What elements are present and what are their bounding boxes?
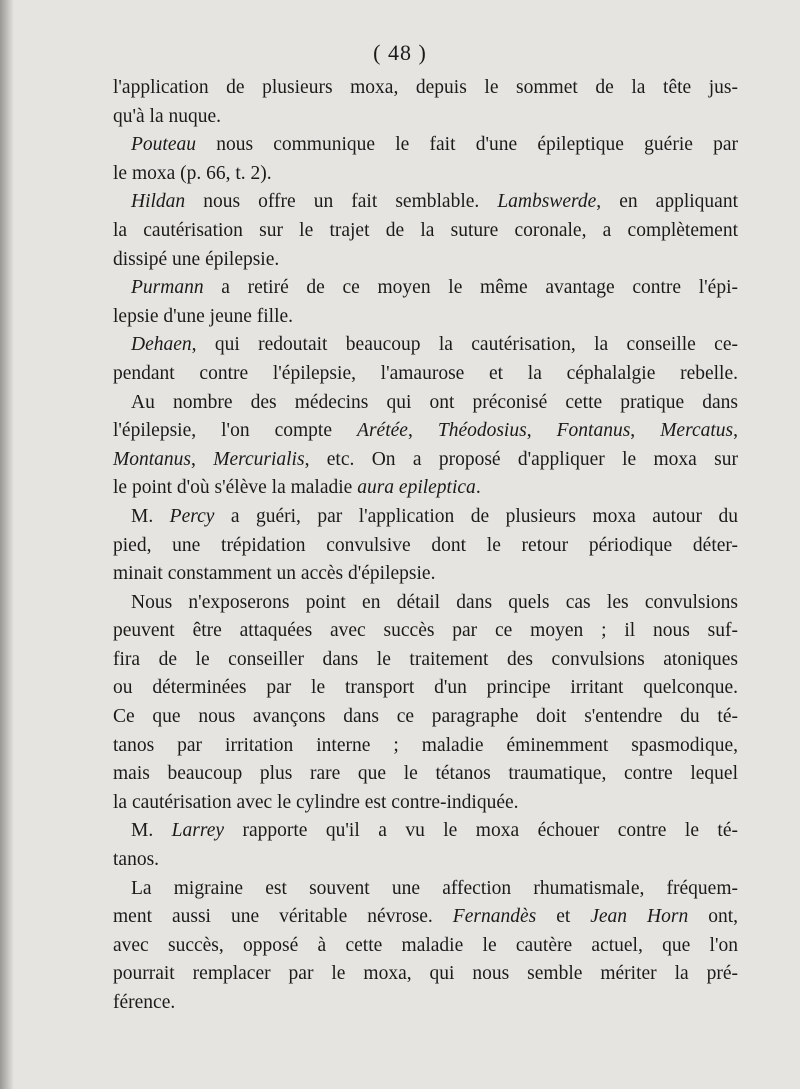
italic-name: Larrey [171, 820, 225, 842]
line-content [131, 274, 738, 303]
italic-name: Mercurialis [213, 448, 305, 470]
line-content [113, 703, 738, 732]
text-line [113, 532, 738, 561]
line-content [131, 817, 738, 846]
text-line [113, 331, 738, 360]
line-content [113, 532, 738, 561]
line-content [131, 875, 738, 904]
text-line [113, 303, 738, 332]
text-line [113, 817, 738, 846]
italic-name: Jean Horn [590, 906, 689, 928]
italic-name: Percy [169, 505, 215, 527]
line-content [131, 331, 738, 360]
text-line [113, 74, 738, 103]
italic-name: Montanus [113, 448, 191, 470]
line-content [113, 960, 738, 989]
text-run: pied, une trépidation convulsive dont le retour périodique déter- [113, 534, 738, 556]
italic-name: aura epileptica [357, 477, 476, 499]
text-run: lepsie d'une jeune fille. [113, 305, 294, 327]
text-run: minait constamment un accès d'épilepsie. [113, 563, 436, 585]
line-content [113, 560, 435, 589]
text-run: fira de le conseiller dans le traitement des convulsions atoniques [113, 648, 738, 670]
line-content [113, 217, 738, 246]
italic-name: Fernandès [452, 906, 537, 928]
text-line [113, 360, 738, 389]
text-run: a retiré de ce moyen le même avantage contre l'épi- [203, 277, 738, 299]
text-run: , [630, 420, 661, 442]
line-content [113, 846, 159, 875]
text-run: la cautérisation avec le cylindre est contre-indiquée. [113, 791, 519, 813]
line-content [131, 389, 738, 418]
italic-name: Dehaen [131, 334, 192, 356]
text-run: ou déterminées par le transport d'un principe irritant quelconque. [113, 677, 738, 699]
line-content [113, 446, 738, 475]
text-run: , [191, 448, 214, 470]
text-run: pendant contre l'épilepsie, l'amaurose et la céphalalgie rebelle. [113, 362, 738, 384]
text-line [113, 246, 738, 275]
line-content [131, 188, 738, 217]
text-run: , [407, 420, 438, 442]
text-run: l'épilepsie, l'on compte [113, 420, 358, 442]
text-run: Nous n'exposerons point en détail dans quels cas les convulsions [131, 591, 738, 613]
text-line [113, 188, 738, 217]
text-line [113, 846, 738, 875]
text-run: qu'à la nuque. [113, 105, 222, 127]
text-line [113, 274, 738, 303]
text-line [113, 560, 738, 589]
text-run: , [526, 420, 557, 442]
text-run: , [733, 420, 738, 442]
text-line [113, 789, 738, 818]
text-line [113, 160, 738, 189]
text-line [113, 389, 738, 418]
line-content [113, 903, 738, 932]
italic-name: Mercatus [660, 420, 734, 442]
binding-shadow [0, 0, 14, 1089]
text-run: et [536, 906, 591, 928]
line-content [113, 246, 279, 275]
text-run: Ce que nous avançons dans ce paragraphe doit s'entendre du té- [113, 706, 738, 728]
italic-name: Théodosius [437, 420, 527, 442]
text-run: l'application de plusieurs moxa, depuis le sommet de la tête jus- [113, 77, 738, 98]
line-content [131, 589, 738, 618]
line-content [113, 732, 738, 761]
text-run: la cautérisation sur le trajet de la suture coronale, a complètement [113, 219, 738, 241]
line-content [113, 417, 738, 446]
text-run: avec succès, opposé à cette maladie le cautère actuel, que l'on [113, 934, 738, 956]
line-content [131, 131, 738, 160]
line-content [113, 989, 175, 1018]
text-run: ment aussi une véritable névrose. [113, 906, 453, 928]
text-run: Au nombre des médecins qui ont préconisé cette pratique dans [131, 391, 738, 413]
text-line [113, 703, 738, 732]
text-line [113, 732, 738, 761]
text-line [113, 103, 738, 132]
text-line [113, 674, 738, 703]
line-content [131, 503, 738, 532]
line-content [113, 474, 481, 503]
line-content [113, 932, 738, 961]
text-line [113, 960, 738, 989]
italic-name: Arétée [357, 420, 408, 442]
text-run: tanos par irritation interne ; maladie éminemment spasmodique, [113, 734, 738, 756]
text-line [113, 875, 738, 904]
text-run: rapporte qu'il a vu le moxa échouer contre le té- [224, 820, 738, 842]
italic-name: Lambswerde [497, 191, 597, 213]
text-run: pourrait remplacer par le moxa, qui nous semble mériter la pré- [113, 963, 738, 985]
line-content [113, 674, 738, 703]
text-run: , qui redoutait beaucoup la cautérisation, la conseille ce- [191, 334, 738, 356]
line-content [113, 789, 519, 818]
text-line [113, 446, 738, 475]
text-run: dissipé une épilepsie. [113, 248, 280, 270]
text-line [113, 503, 738, 532]
line-content [113, 103, 221, 132]
line-content [113, 617, 738, 646]
text-run: nous communique le fait d'une épileptique guérie par [195, 134, 738, 156]
text-run: peuvent être attaquées avec succès par ce moyen ; il nous suf- [113, 620, 738, 642]
text-line [113, 903, 738, 932]
text-run: La migraine est souvent une affection rhumatismale, fréquem- [131, 877, 738, 899]
text-run: a guéri, par l'application de plusieurs moxa autour du [214, 505, 738, 527]
text-run: mais beaucoup plus rare que le tétanos traumatique, contre lequel [113, 763, 738, 785]
text-run: M. [131, 820, 172, 842]
text-line [113, 760, 738, 789]
italic-name: Pouteau [131, 134, 196, 156]
text-line [113, 617, 738, 646]
text-line [113, 417, 738, 446]
text-run: férence. [113, 992, 176, 1013]
text-run: le point d'où s'élève la maladie [113, 477, 358, 499]
text-line [113, 217, 738, 246]
page-number: ( 48 ) [373, 40, 427, 65]
text-line [113, 131, 738, 160]
line-content [113, 160, 272, 189]
line-content [113, 760, 738, 789]
text-run: nous offre un fait semblable. [185, 191, 498, 213]
text-run: M. [131, 505, 170, 527]
text-line [113, 474, 738, 503]
text-run: , etc. On a proposé d'appliquer le moxa sur [304, 448, 738, 470]
text-line [113, 646, 738, 675]
text-line [113, 589, 738, 618]
text-line [113, 989, 738, 1018]
text-line [113, 932, 738, 961]
line-content [113, 646, 738, 675]
text-run: tanos. [113, 849, 160, 871]
line-content [113, 303, 293, 332]
line-content [113, 74, 738, 103]
text-run: , en appliquant [596, 191, 738, 213]
italic-name: Fontanus [556, 420, 631, 442]
text-run: le moxa (p. 66, t. 2). [113, 162, 272, 184]
italic-name: Hildan [131, 191, 186, 213]
text-run: ont, [688, 906, 738, 928]
line-content [113, 360, 738, 389]
text-run: . [475, 477, 481, 499]
body-text [113, 74, 738, 1018]
italic-name: Purmann [131, 277, 204, 299]
